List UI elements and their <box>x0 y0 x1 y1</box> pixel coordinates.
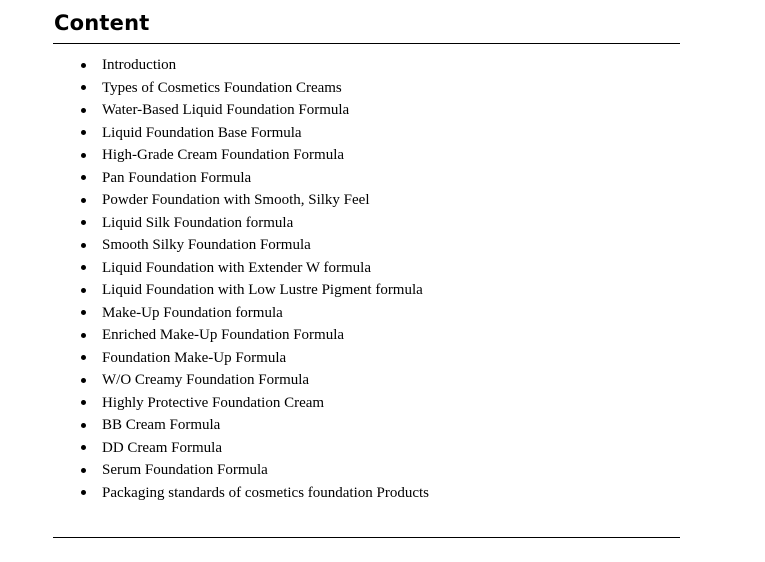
list-item-label: Make-Up Foundation formula <box>102 304 283 321</box>
bullet-icon <box>81 333 86 338</box>
list-item-label: Pan Foundation Formula <box>102 169 252 186</box>
list-item-label: W/O Creamy Foundation Formula <box>102 372 310 388</box>
list-item-label: Foundation Make-Up Formula <box>102 349 287 366</box>
list-item-label: Enriched Make-Up Foundation Formula <box>102 327 345 343</box>
list-item-label: BB Cream Formula <box>102 417 221 433</box>
list-item-label: Liquid Foundation with Low Lustre Pigment formula <box>102 282 423 298</box>
bullet-icon <box>81 130 86 135</box>
bullet-icon <box>81 243 86 248</box>
bullet-icon <box>81 423 86 428</box>
bullet-icon <box>81 175 86 180</box>
bullet-icon <box>81 288 86 293</box>
list-item-label: DD Cream Formula <box>102 439 222 456</box>
top-divider <box>53 43 680 44</box>
bullet-icon <box>81 310 86 315</box>
list-item-label: Introduction <box>102 57 177 73</box>
list-item-label: Highly Protective Foundation Cream <box>102 394 325 411</box>
list-item-label: Powder Foundation with Smooth, Silky Feel <box>102 192 370 208</box>
bullet-icon <box>81 445 86 450</box>
bullet-icon <box>81 85 86 90</box>
bullet-icon <box>81 468 86 473</box>
page-title: Content <box>54 11 150 35</box>
bullet-icon <box>81 490 86 495</box>
bullet-icon <box>81 63 86 68</box>
bullet-icon <box>81 108 86 113</box>
list-item-label: High-Grade Cream Foundation Formula <box>102 147 345 163</box>
list-item-label: Water-Based Liquid Foundation Formula <box>102 102 350 118</box>
list-item-label: Packaging standards of cosmetics foundation Products <box>102 484 430 501</box>
bullet-icon <box>81 400 86 405</box>
list-item-label: Liquid Foundation Base Formula <box>102 124 302 141</box>
list-item-label: Smooth Silky Foundation Formula <box>102 237 311 253</box>
bullet-icon <box>81 153 86 158</box>
bottom-divider <box>53 537 680 538</box>
bullet-icon <box>81 220 86 225</box>
list-item-label: Liquid Silk Foundation formula <box>102 214 294 231</box>
bullet-icon <box>81 265 86 270</box>
list-item-label: Liquid Foundation with Extender W formula <box>102 259 371 276</box>
bullet-icon <box>81 378 86 383</box>
list-item-label: Types of Cosmetics Foundation Creams <box>102 79 342 96</box>
list-item-label: Serum Foundation Formula <box>102 462 268 478</box>
bullet-icon <box>81 198 86 203</box>
bullet-icon <box>81 355 86 360</box>
